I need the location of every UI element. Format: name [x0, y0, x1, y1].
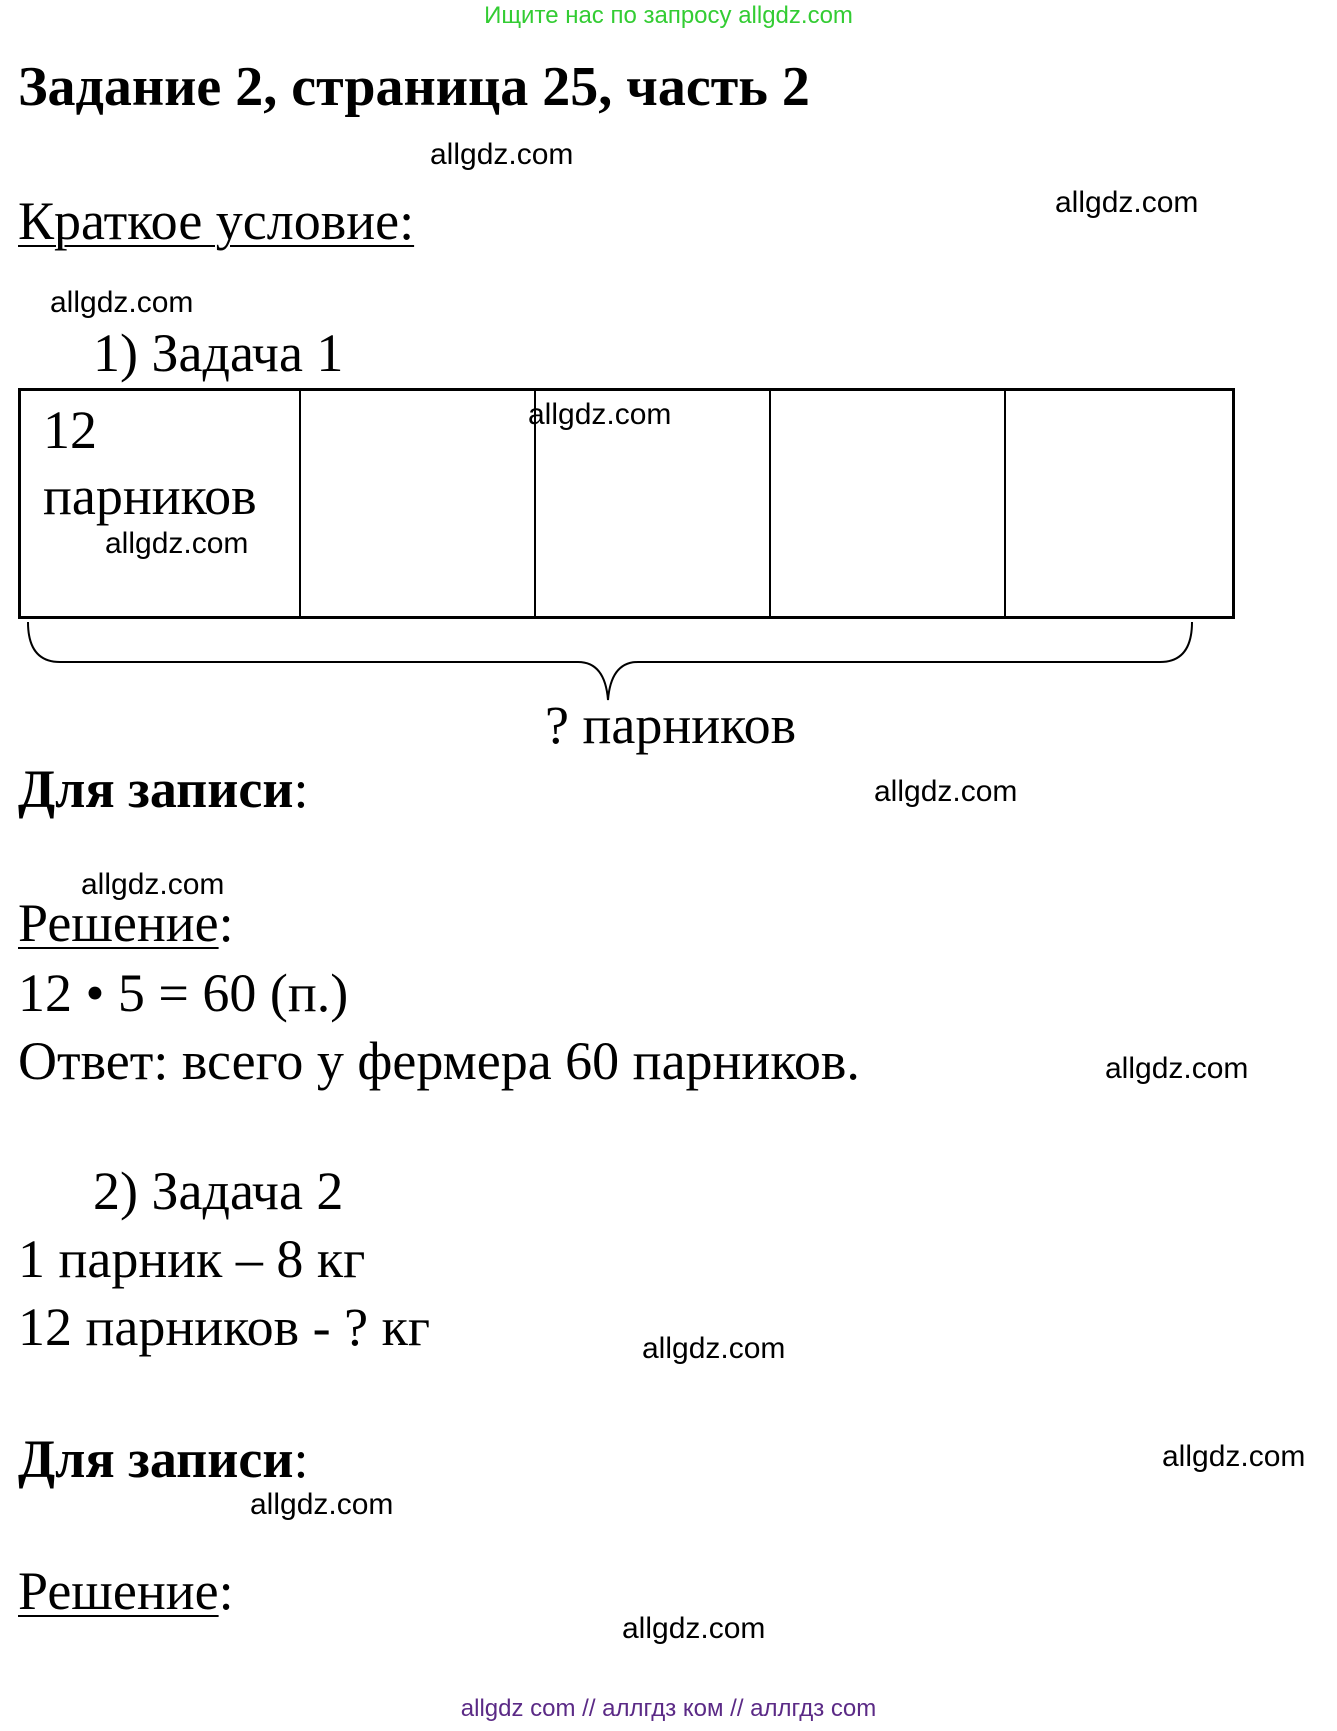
top-banner[interactable]: Ищите нас по запросу allgdz.com [484, 2, 853, 29]
solution-label-2 [18, 1560, 234, 1622]
watermark: allgdz.com [622, 1612, 766, 1645]
solution-label-colon: : [218, 893, 234, 953]
task2-line1: 1 парник – 8 кг [18, 1229, 366, 1289]
record-label-text: Для записи [18, 759, 294, 819]
watermark: allgdz.com [1162, 1440, 1306, 1473]
task2-heading: 2) Задача 2 [93, 1161, 344, 1221]
record-label-1 [18, 758, 308, 820]
task2-line2: 12 парников - ? кг [18, 1297, 430, 1357]
watermark: allgdz.com [1105, 1052, 1249, 1085]
total-label: ? парников [545, 695, 797, 755]
watermark: allgdz.com [50, 286, 194, 319]
task1-equation: 12 • 5 = 60 (п.) [18, 963, 349, 1023]
watermark: allgdz.com [528, 398, 672, 431]
watermark: allgdz.com [874, 775, 1018, 808]
solution-label-text: Решение [18, 893, 219, 953]
record-label-2 [18, 1428, 308, 1490]
record-label-text: Для записи [18, 1429, 294, 1489]
task1-heading: 1) Задача 1 [93, 323, 344, 383]
short-condition-label: Краткое условие: [18, 191, 415, 251]
watermark: allgdz.com [1055, 186, 1199, 219]
solution-label-text: Решение [18, 1561, 219, 1621]
curly-brace [0, 0, 1337, 720]
cell-unit: парников [43, 466, 257, 526]
watermark: allgdz.com [81, 868, 225, 901]
watermark: allgdz.com [105, 527, 249, 560]
cell-value: 12 [43, 400, 97, 460]
solution-label-colon: : [218, 1561, 234, 1621]
watermark: allgdz.com [250, 1488, 394, 1521]
record-label-colon: : [293, 1429, 309, 1489]
footer-links[interactable]: allgdz com // аллгдз ком // аллгдз com [460, 1695, 877, 1722]
page-title: Задание 2, страница 25, часть 2 [18, 56, 810, 118]
watermark: allgdz.com [430, 138, 574, 171]
watermark: allgdz.com [642, 1332, 786, 1365]
record-label-colon: : [293, 759, 309, 819]
task1-answer: Ответ: всего у фермера 60 парников. [18, 1031, 860, 1091]
